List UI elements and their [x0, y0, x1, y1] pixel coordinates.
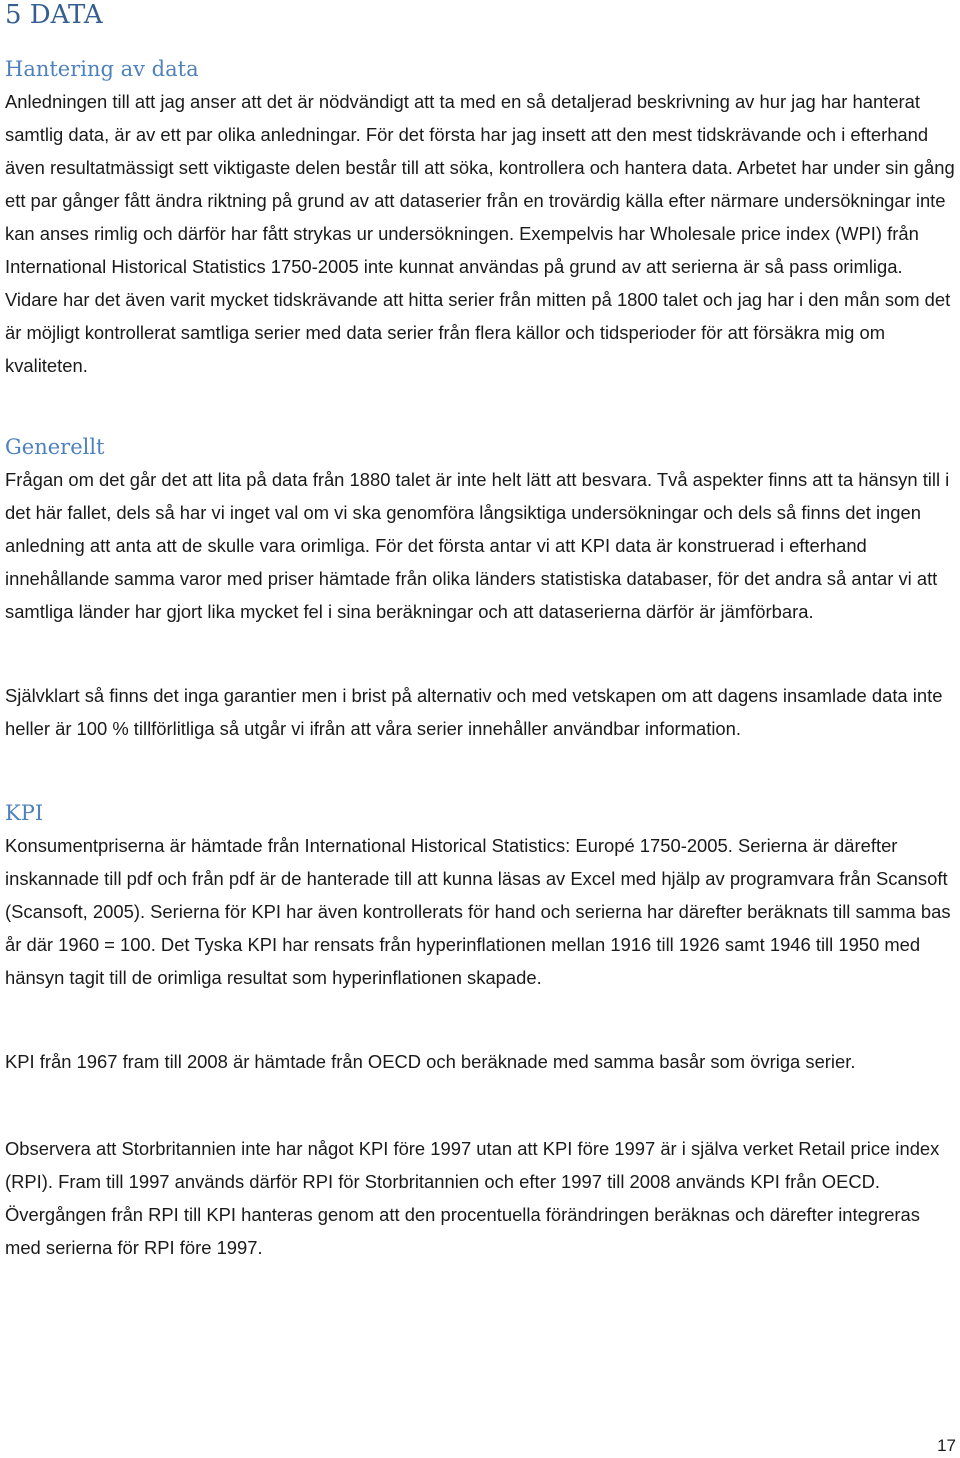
paragraph: Självklart så finns det inga garantier men i brist på alternativ och med vetskapen om att dagens insamlade data inte heller är 100 % tillförlitliga så utgår vi ifrån att våra serier innehåller användbar information.	[5, 685, 943, 739]
page-number: 17	[937, 1436, 956, 1455]
paragraph: Observera att Storbritannien inte har något KPI före 1997 utan att KPI före 1997 är i själva verket Retail price index (RPI). Fram till 1997 används därför RPI för Storbritannien och efter 1997 till 2008 används KPI från OECD. Övergången från RPI till KPI hanteras genom att den procentuella förändringen beräknas och därefter integreras med serierna för RPI före 1997.	[5, 1138, 940, 1258]
paragraph: Anledningen till att jag anser att det är nödvändigt att ta med en så detaljerad beskrivning av hur jag har hanterat samtlig data, är av ett par olika anledningar. För det första har jag insett att den mest tidskrävande och i efterhand även resultatmässigt sett viktigaste delen består till att söka, kontrollera och hantera data. Arbetet har under sin gång ett par gånger fått ändra riktning på grund av att dataserier från en trovärdig källa efter närmare undersökningar inte kan anses rimlig och därför har fått strykas ur undersökningen. Exempelvis har Wholesale price index (WPI) från International Historical Statistics 1750-2005 inte kunnat användas på grund av att serierna är så pass orimliga. Vidare har det även varit mycket tidskrävande att hitta serier från mitten på 1800 talet och jag har i den mån som det är möjligt kontrollerat samtliga serier med data serier från flera källor och tidsperioder för att försäkra mig om kvaliteten.	[5, 91, 955, 376]
section-heading-hantering-av-data: Hantering av data	[5, 57, 199, 81]
section-heading-generellt: Generellt	[5, 435, 105, 459]
paragraph: Frågan om det går det att lita på data från 1880 talet är inte helt lätt att besvara. Två aspekter finns att ta hänsyn till i det här fallet, dels så har vi inget val om vi ska genomföra långsiktiga undersökningar och dels så finns det ingen anledning att anta att de skulle vara orimliga. För det första antar vi att KPI data är konstruerad i efterhand innehållande samma varor med priser hämtade från olika länders statistiska databaser, för det andra så antar vi att samtliga länder har gjort lika mycket fel i sina beräkningar och att dataserierna därför är jämförbara.	[5, 469, 950, 622]
paragraph: Konsumentpriserna är hämtade från International Historical Statistics: Europé 1750-2005. Serierna är därefter inskannade till pdf och från pdf är de hanterade till att kunna läsas av Excel med hjälp av programvara från Scansoft (Scansoft, 2005). Serierna för KPI har även kontrollerats för hand och serierna har därefter beräknats till samma bas år där 1960 = 100. Det Tyska KPI har rensats från hyperinflationen mellan 1916 till 1926 samt 1946 till 1950 med hänsyn tagit till de orimliga resultat som hyperinflationen skapade.	[5, 835, 951, 988]
section-heading-kpi: KPI	[5, 801, 44, 825]
chapter-title: 5 DATA	[5, 0, 103, 30]
paragraph: KPI från 1967 fram till 2008 är hämtade från OECD och beräknade med samma basår som övriga serier.	[5, 1051, 856, 1072]
